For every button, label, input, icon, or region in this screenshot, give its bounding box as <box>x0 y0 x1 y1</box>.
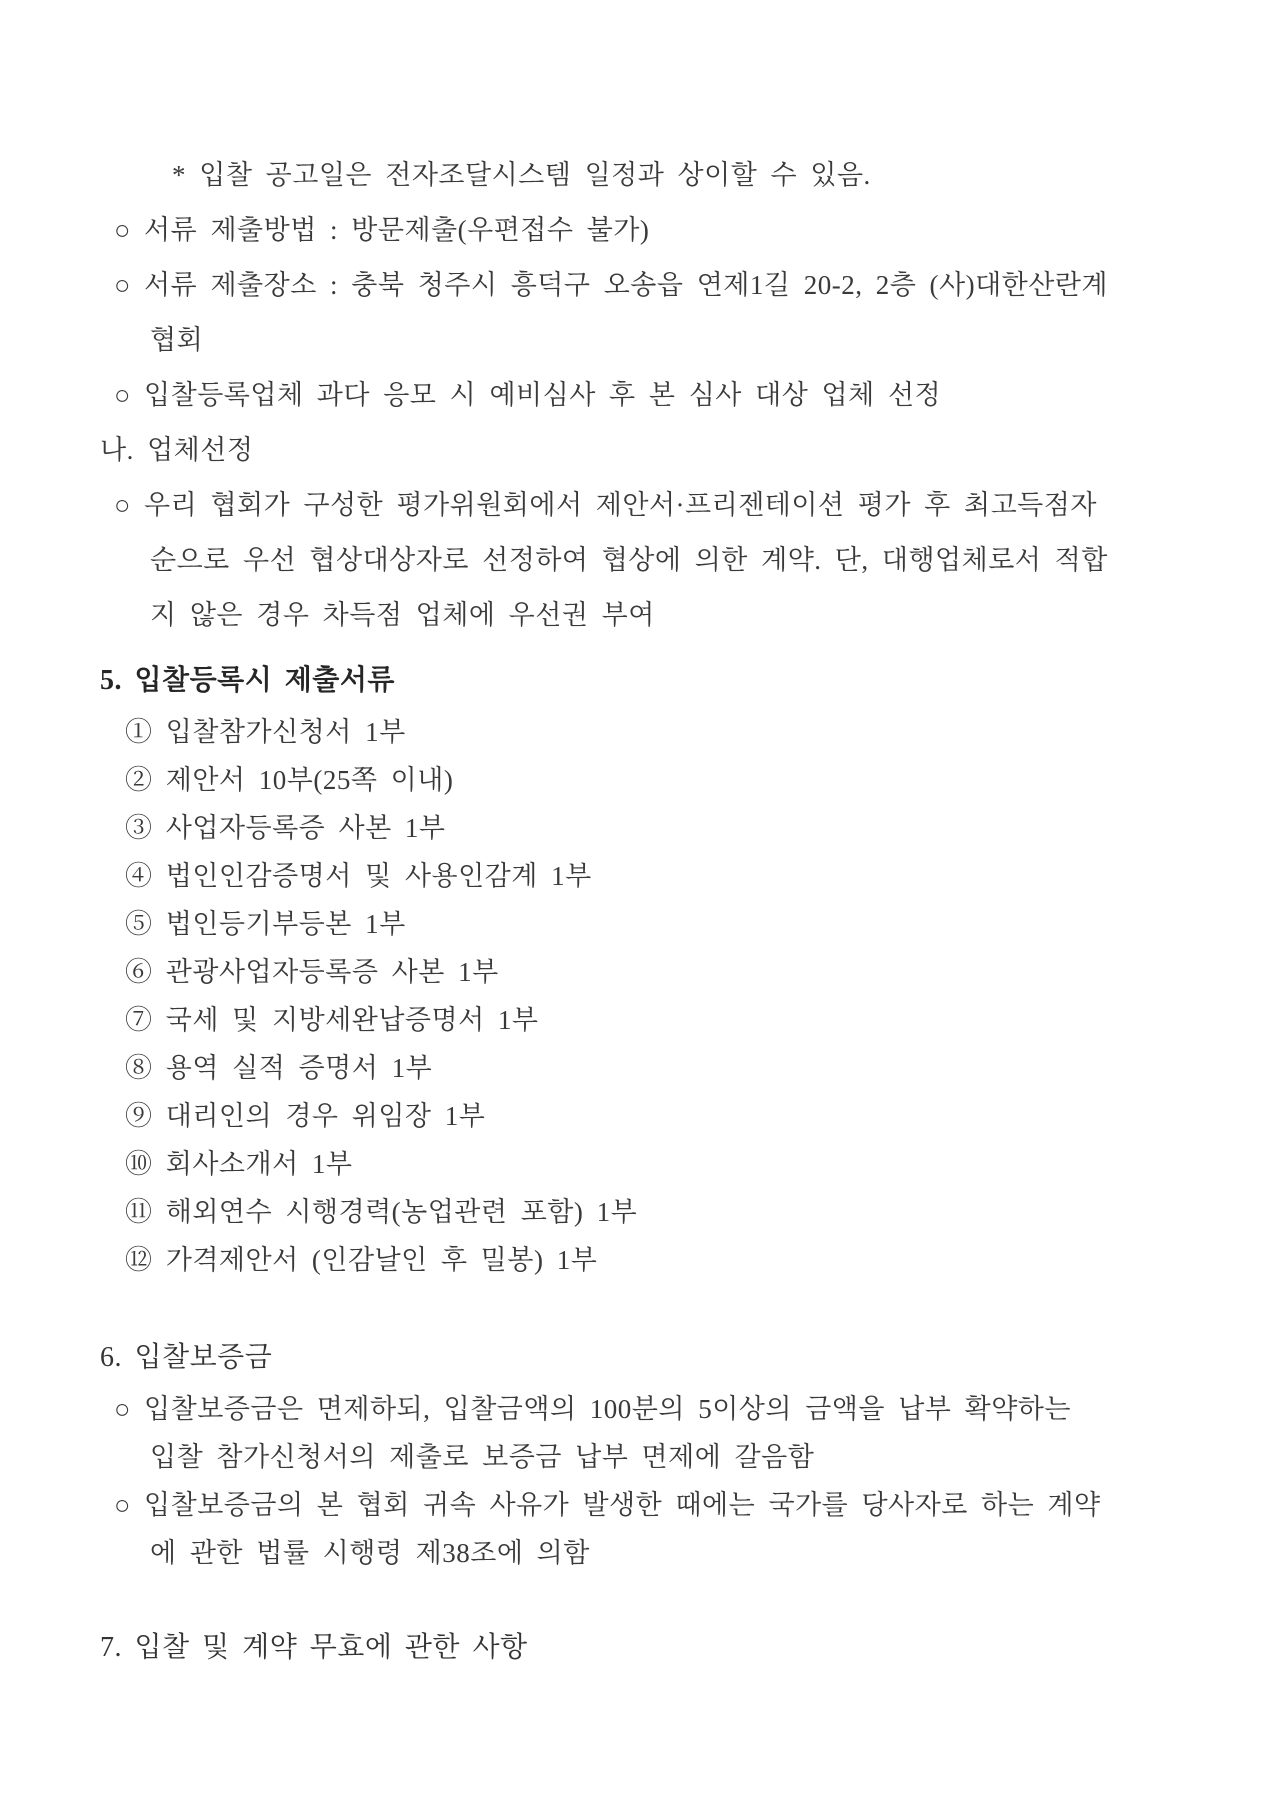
bullet-preliminary-screening: ○ 입찰등록업체 과다 응모 시 예비심사 후 본 심사 대상 업체 선정 <box>114 380 942 410</box>
document-item-9: ⑨ 대리인의 경우 위임장 1부 <box>125 1101 486 1131</box>
bullet-bid-bond-1-line2: 입찰 참가신청서의 제출로 보증금 납부 면제에 갈음함 <box>150 1442 815 1472</box>
document-item-6: ⑥ 관광사업자등록증 사본 1부 <box>125 957 499 987</box>
bullet-submission-method: ○ 서류 제출방법 : 방문제출(우편접수 불가) <box>114 215 650 245</box>
document-item-2: ② 제안서 10부(25쪽 이내) <box>125 765 454 795</box>
document-item-4: ④ 법인인감증명서 및 사용인감계 1부 <box>125 861 592 891</box>
document-item-7: ⑦ 국세 및 지방세완납증명서 1부 <box>125 1005 539 1035</box>
note-line: * 입찰 공고일은 전자조달시스템 일정과 상이할 수 있음. <box>172 160 871 190</box>
section5-heading: 5. 입찰등록시 제출서류 <box>100 665 395 696</box>
bullet-evaluation-line3: 지 않은 경우 차득점 업체에 우선권 부여 <box>150 600 655 630</box>
document-item-11: ⑪ 해외연수 시행경력(농업관련 포함) 1부 <box>125 1197 638 1227</box>
document-item-1: ① 입찰참가신청서 1부 <box>125 717 406 747</box>
section7-heading: 7. 입찰 및 계약 무효에 관한 사항 <box>100 1632 528 1663</box>
document-item-8: ⑧ 용역 실적 증명서 1부 <box>125 1053 433 1083</box>
subheading-vendor-selection: 나. 업체선정 <box>100 435 254 465</box>
section5-item-list <box>100 708 1200 1284</box>
bullet-submission-place-continuation: 협회 <box>150 325 204 355</box>
document-item-10: ⑩ 회사소개서 1부 <box>125 1149 353 1179</box>
bullet-bid-bond-1-line1: ○ 입찰보증금은 면제하되, 입찰금액의 100분의 5이상의 금액을 납부 확약하는 <box>114 1394 1071 1424</box>
document-item-5: ⑤ 법인등기부등본 1부 <box>125 909 406 939</box>
document-item-12: ⑫ 가격제안서 (인감날인 후 밀봉) 1부 <box>125 1245 598 1275</box>
bullet-submission-place: ○ 서류 제출장소 : 충북 청주시 흥덕구 오송읍 연제1길 20-2, 2층 (사)대한산란계 <box>114 270 1108 300</box>
section6-item-list <box>100 1385 1200 1577</box>
document-item-3: ③ 사업자등록증 사본 1부 <box>125 813 446 843</box>
section6-heading: 6. 입찰보증금 <box>100 1342 273 1373</box>
bullet-evaluation-line2: 순으로 우선 협상대상자로 선정하여 협상에 의한 계약. 단, 대행업체로서 적합 <box>150 545 1108 575</box>
bullet-evaluation-line1: ○ 우리 협회가 구성한 평가위원회에서 제안서·프리젠테이션 평가 후 최고득점자 <box>114 490 1097 520</box>
document-content <box>100 148 1200 1675</box>
bullet-bid-bond-2-line1: ○ 입찰보증금의 본 협회 귀속 사유가 발생한 때에는 국가를 당사자로 하는 계약 <box>114 1490 1101 1520</box>
bullet-bid-bond-2-line2: 에 관한 법률 시행령 제38조에 의함 <box>150 1538 590 1568</box>
